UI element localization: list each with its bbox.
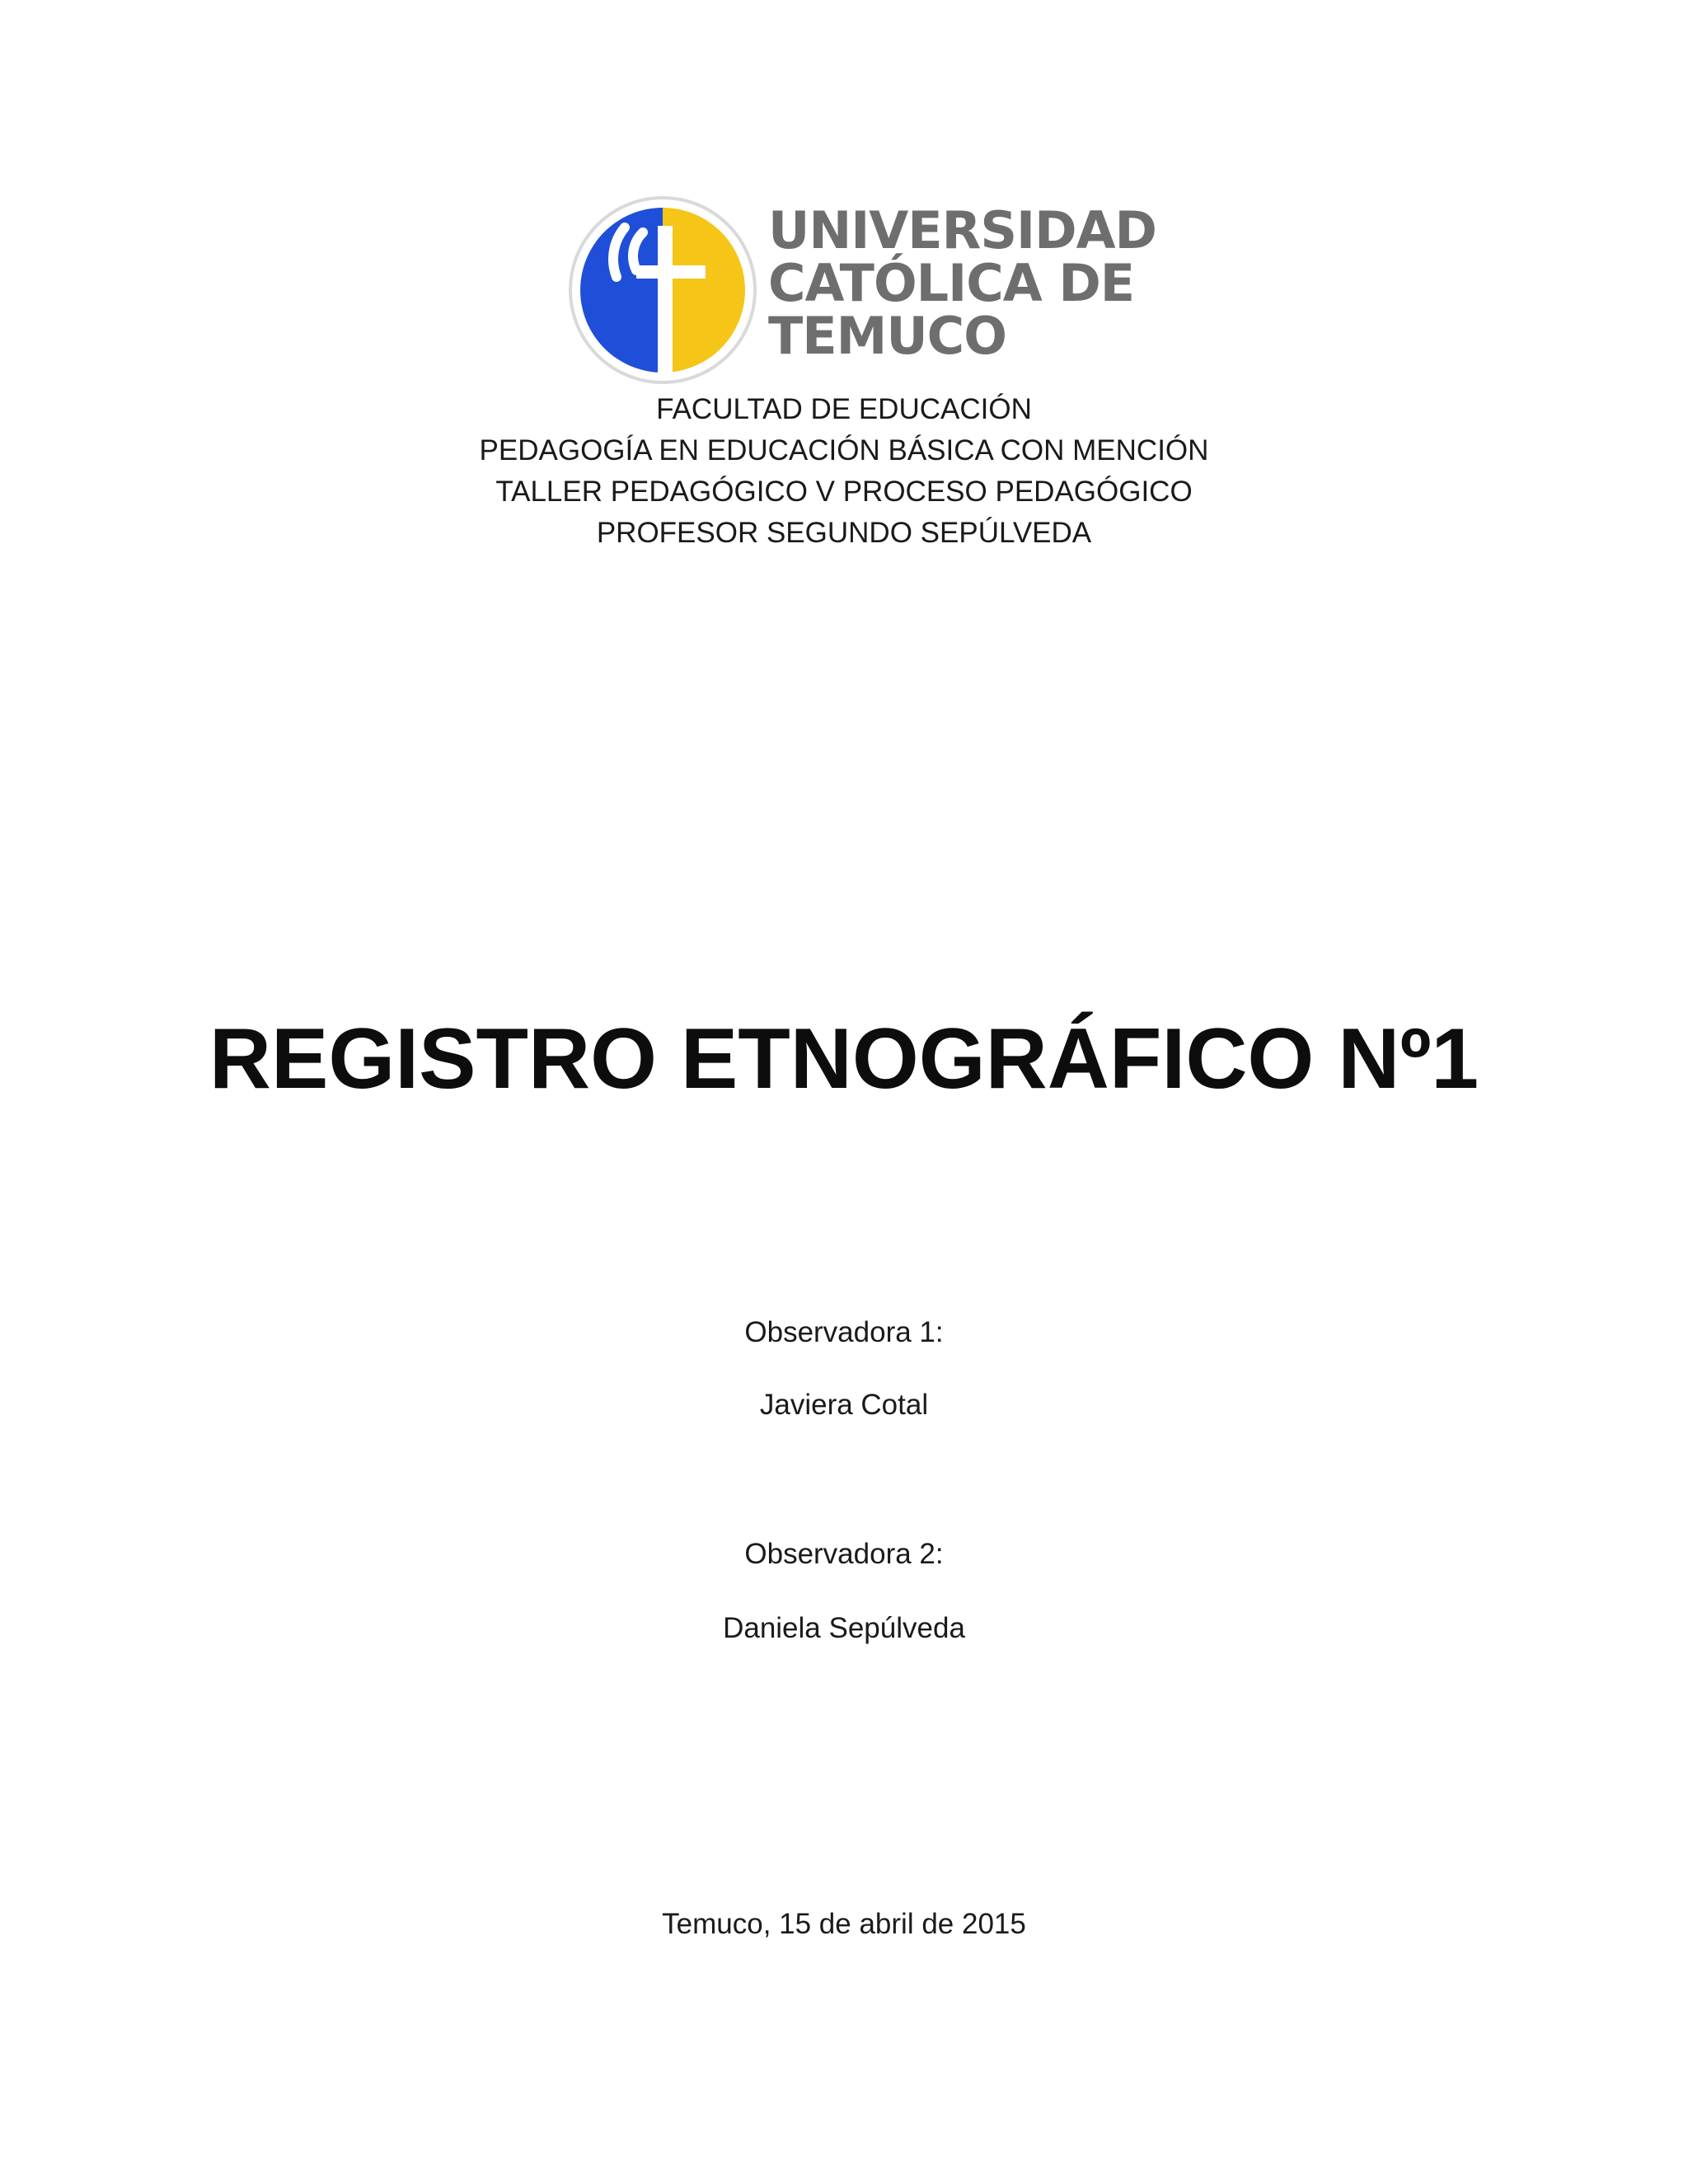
observer-2-label: Observadora 2: — [744, 1538, 944, 1570]
document-header — [0, 389, 1688, 554]
observer-2-name: Daniela Sepúlveda — [723, 1612, 965, 1644]
university-wordmark — [768, 200, 1157, 366]
document-title: REGISTRO ETNOGRÁFICO Nº1 — [209, 1011, 1479, 1107]
professor-line: PROFESOR SEGUNDO SEPÚLVEDA — [596, 517, 1092, 549]
university-logo — [567, 194, 1157, 386]
place-date: Temuco, 15 de abril de 2015 — [662, 1908, 1026, 1940]
course-line: TALLER PEDAGÓGICO V PROCESO PEDAGÓGICO — [495, 476, 1193, 508]
university-emblem-icon — [567, 194, 758, 386]
observer-1-label: Observadora 1: — [744, 1316, 944, 1348]
wordmark-line-2: CATÓLICA DE — [768, 253, 1135, 313]
wordmark-line-1: UNIVERSIDAD — [768, 200, 1157, 260]
program-line: PEDAGOGÍA EN EDUCACIÓN BÁSICA CON MENCIÓN — [479, 434, 1209, 466]
observer-1-name: Javiera Cotal — [759, 1389, 929, 1421]
faculty-line: FACULTAD DE EDUCACIÓN — [656, 393, 1032, 425]
wordmark-line-3: TEMUCO — [768, 306, 1006, 366]
